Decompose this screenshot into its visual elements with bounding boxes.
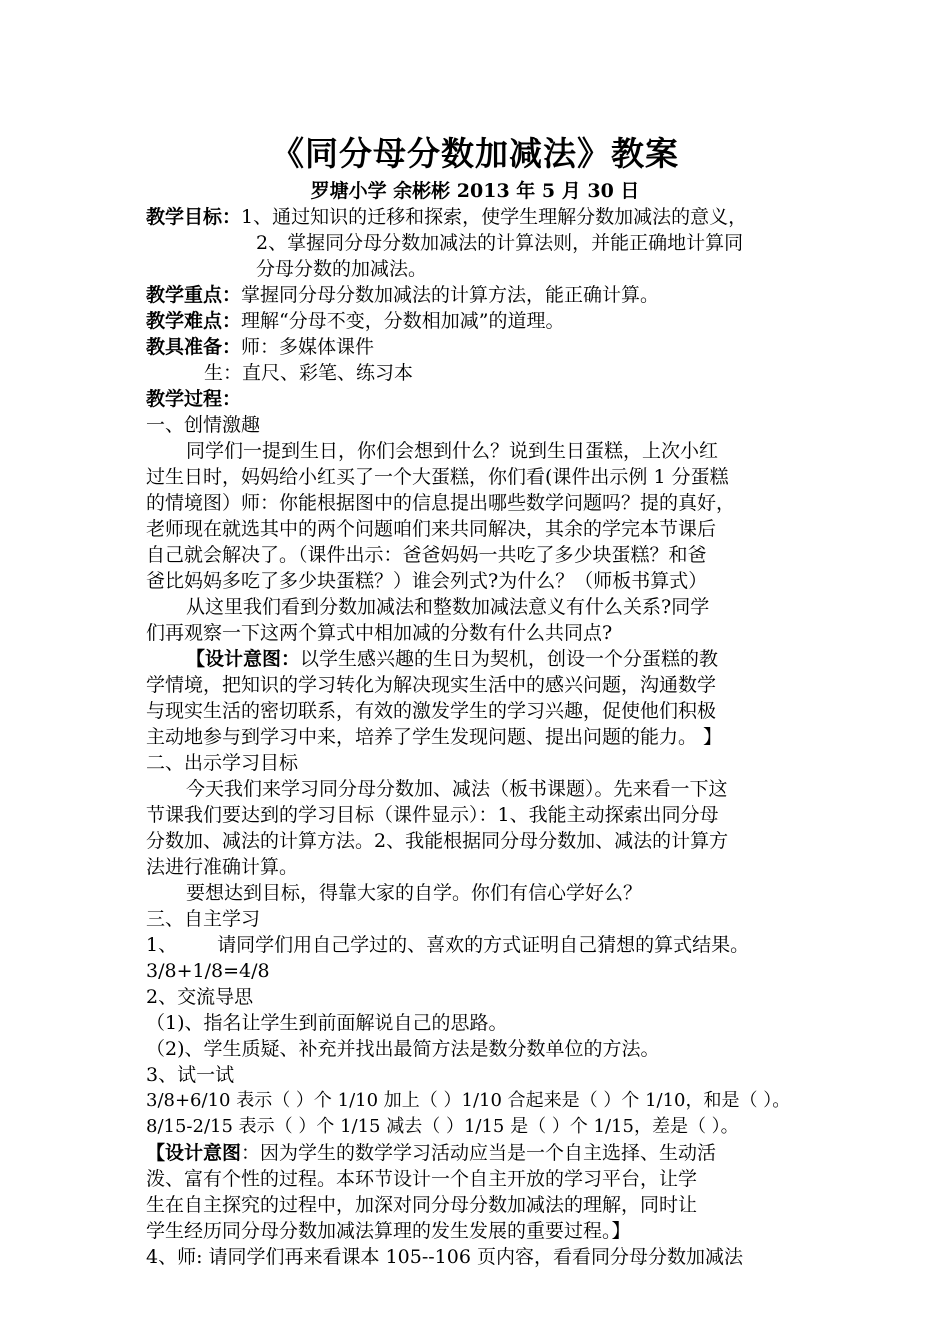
section-1-heading: 一、创情激趣 (146, 414, 261, 436)
difficulty-label: 教学难点： (146, 310, 242, 332)
design-intent-line: 【设计意图：以学生感兴趣的生日为契机，创设一个分蛋糕的教 (186, 648, 719, 670)
design-intent-label: 【设计意图 (146, 1142, 242, 1164)
design-intent-line: 学情境，把知识的学习转化为解决现实生活中的感兴问题，沟通数学 (146, 674, 717, 696)
design-intent-line: 泼、富有个性的过程。本环节设计一个自主开放的学习平台，让学 (146, 1168, 698, 1190)
paragraph-line: 的情境图）师：你能根据图中的信息提出哪些数学问题吗？提的真好， (146, 492, 736, 514)
difficulty-line: 教学难点：理解“分母不变，分数相加减”的道理。 (146, 310, 565, 332)
section-2-heading: 二、出示学习目标 (146, 752, 299, 774)
formula-line: 3/8+1/8=4/8 (146, 960, 270, 982)
section-3-heading: 三、自主学习 (146, 908, 261, 930)
paragraph-line: 自己就会解决了。（课件出示：爸爸妈妈一共吃了多少块蛋糕？和爸 (146, 544, 707, 566)
paragraph-line: 要想达到目标，得靠大家的自学。你们有信心学好么？ (186, 882, 643, 904)
paragraph-line: 法进行准确计算。 (146, 856, 299, 878)
design-intent-line: 学生经历同分母分数加减法算理的发生发展的重要过程。】 (146, 1220, 631, 1242)
tools-student-line: 生：直尺、彩笔、练习本 (204, 362, 414, 384)
objective-line-2: 2、掌握同分母分数加减法的计算法则，并能正确地计算同 (256, 232, 744, 254)
author-date-line: 罗塘小学 余彬彬 2013 年 5 月 30 日 (310, 180, 640, 202)
objectives-label: 教学目标： (146, 206, 242, 228)
tools-label: 教具准备： (146, 336, 242, 358)
paragraph-line: 分数加、减法的计算方法。2、我能根据同分母分数加、减法的计算方 (146, 830, 729, 852)
document-body (146, 204, 826, 1270)
step-2-item: （1)、指名让学生到前面解说自己的思路。 (146, 1012, 508, 1034)
paragraph-line: 过生日时，妈妈给小红买了一个大蛋糕，你们看(课件出示例 1 分蛋糕 (146, 466, 729, 488)
objective-line-1: 教学目标：1、通过知识的迁移和探索，使学生理解分数加减法的意义， (146, 206, 748, 228)
step-4-line: 4、师: 请同学们再来看课本 105--106 页内容，看看同分母分数加减法 (146, 1246, 743, 1268)
step-3-heading: 3、试一试 (146, 1064, 235, 1086)
process-label: 教学过程： (146, 388, 242, 410)
step-2-item: （2)、学生质疑、补充并找出最简方法是数分数单位的方法。 (146, 1038, 660, 1060)
key-point-label: 教学重点： (146, 284, 242, 306)
design-intent-line: 主动地参与到学习中来，培养了学生发现问题、提出问题的能力。 】 (146, 726, 723, 748)
document-title: 《同分母分数加减法》教案 (271, 134, 679, 173)
tools-line: 教具准备：师：多媒体课件 (146, 336, 375, 358)
objective-line-3: 分母分数的加减法。 (256, 258, 428, 280)
paragraph-line: 们再观察一下这两个算式中相加减的分数有什么共同点? (146, 622, 613, 644)
paragraph-line: 今天我们来学习同分母分数加、减法（板书课题）。先来看一下这 (186, 778, 728, 800)
paragraph-line: 爸比妈妈多吃了多少块蛋糕？）谁会列式?为什么？（师板书算式） (146, 570, 708, 592)
paragraph-line: 节课我们要达到的学习目标（课件显示）：1、我能主动探索出同分母 (146, 804, 719, 826)
design-intent-line: 生在自主探究的过程中，加深对同分母分数加减法的理解，同时让 (146, 1194, 698, 1216)
paragraph-line: 同学们一提到生日，你们会想到什么？说到生日蛋糕，上次小红 (186, 440, 719, 462)
paragraph-line: 老师现在就选其中的两个问题咱们来共同解决，其余的学完本节课后 (146, 518, 717, 540)
design-intent-line: 与现实生活的密切联系，有效的激发学生的学习兴趣，促使他们积极 (146, 700, 717, 722)
step-1-line: 1、 请同学们用自己学过的、喜欢的方式证明自己猜想的算式结果。 (146, 934, 750, 956)
exercise-line: 3/8+6/10 表示（ ）个 1/10 加上（ ）1/10 合起来是（ ）个 1/10，和是（ ）。 (146, 1090, 791, 1111)
step-2-heading: 2、交流导思 (146, 986, 254, 1008)
design-intent-line: 【设计意图：因为学生的数学学习活动应当是一个自主选择、生动活 (146, 1142, 717, 1164)
paragraph-line: 从这里我们看到分数加减法和整数加减法意义有什么关系?同学 (186, 596, 710, 618)
key-point-line: 教学重点：掌握同分母分数加减法的计算方法，能正确计算。 (146, 284, 660, 306)
design-intent-label: 【设计意图： (186, 648, 301, 670)
exercise-line: 8/15-2/15 表示（ ）个 1/15 减去（ ）1/15 是（ ）个 1/15，差是（ ）。 (146, 1116, 739, 1137)
